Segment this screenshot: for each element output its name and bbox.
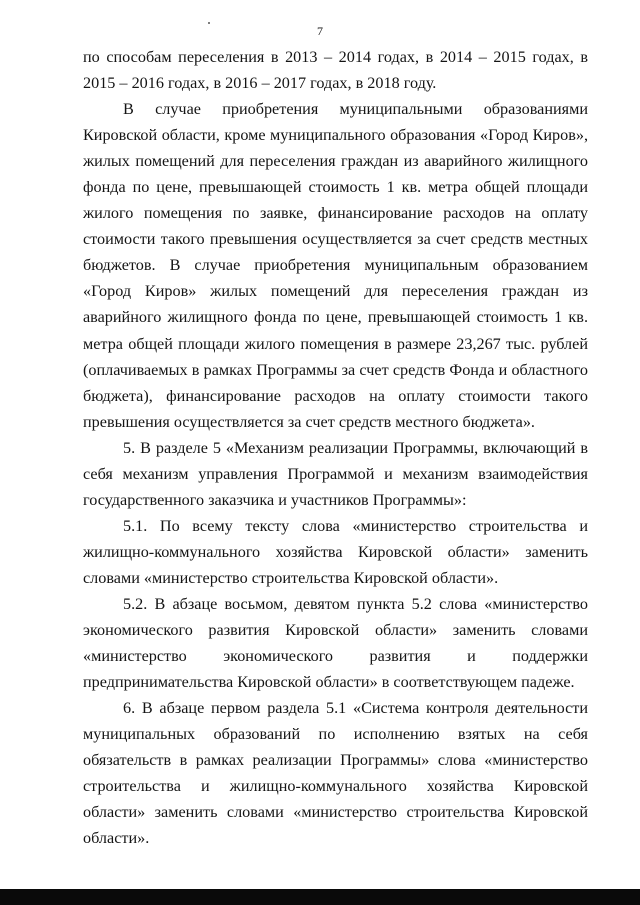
page-number: 7 — [317, 24, 323, 38]
paragraph-continuation: по способам переселения в 2013 – 2014 годах, в 2014 – 2015 годах, в 2015 – 2016 годах, в 2016 – 2017 годах, в 2018 году. — [83, 48, 588, 93]
paragraph-item-5: 5. В разделе 5 «Механизм реализации Программы, включающий в себя механизм управления Программой и механизм взаимодействия государственного заказчика и участников Программы»: — [83, 438, 588, 509]
document-body — [83, 44, 588, 851]
scan-edge-bar — [0, 889, 640, 905]
paragraph-item-6: 6. В абзаце первом раздела 5.1 «Система контроля деятельности муниципальных образований по исполнению взятых на себя обязательств в рамках реализации Программы» слова «министерство строительства и жилищно-коммунального хозяйства Кировской области» заменить словами «министерство строительства Кировской области». — [83, 699, 588, 848]
paragraph-acquisition: В случае приобретения муниципальными образованиями Кировской области, кроме муниципального образования «Город Киров», жилых помещений для переселения граждан из аварийного жилищного фонда по цене, превышающей стоимость 1 кв. метра общей площади жилого помещения по заявке, финансирование расходов на оплату стоимости такого превышения осуществляется за счет средств местных бюджетов. В случае приобретения муниципальным образованием «Город Киров» жилых помещений для переселения граждан из аварийного жилищного фонда по цене, превышающей стоимость 1 кв. метра общей площади жилого помещения в размере 23,267 тыс. рублей (оплачиваемых в рамках Программы за счет средств Фонда и областного бюджета), финансирование расходов на оплату стоимости такого превышения осуществляется за счет средств местного бюджета». — [83, 100, 588, 431]
paragraph-item-5-1: 5.1. По всему тексту слова «министерство строительства и жилищно-коммунального хозяйства Кировской области» заменить словами «министерство строительства Кировской области». — [83, 516, 588, 587]
paragraph-item-5-2: 5.2. В абзаце восьмом, девятом пункта 5.2 слова «министерство экономического развития Кировской области» заменить словами «министерство экономического развития и поддержки предпринимательства Кировской области» в соответствующем падеже. — [83, 594, 588, 692]
